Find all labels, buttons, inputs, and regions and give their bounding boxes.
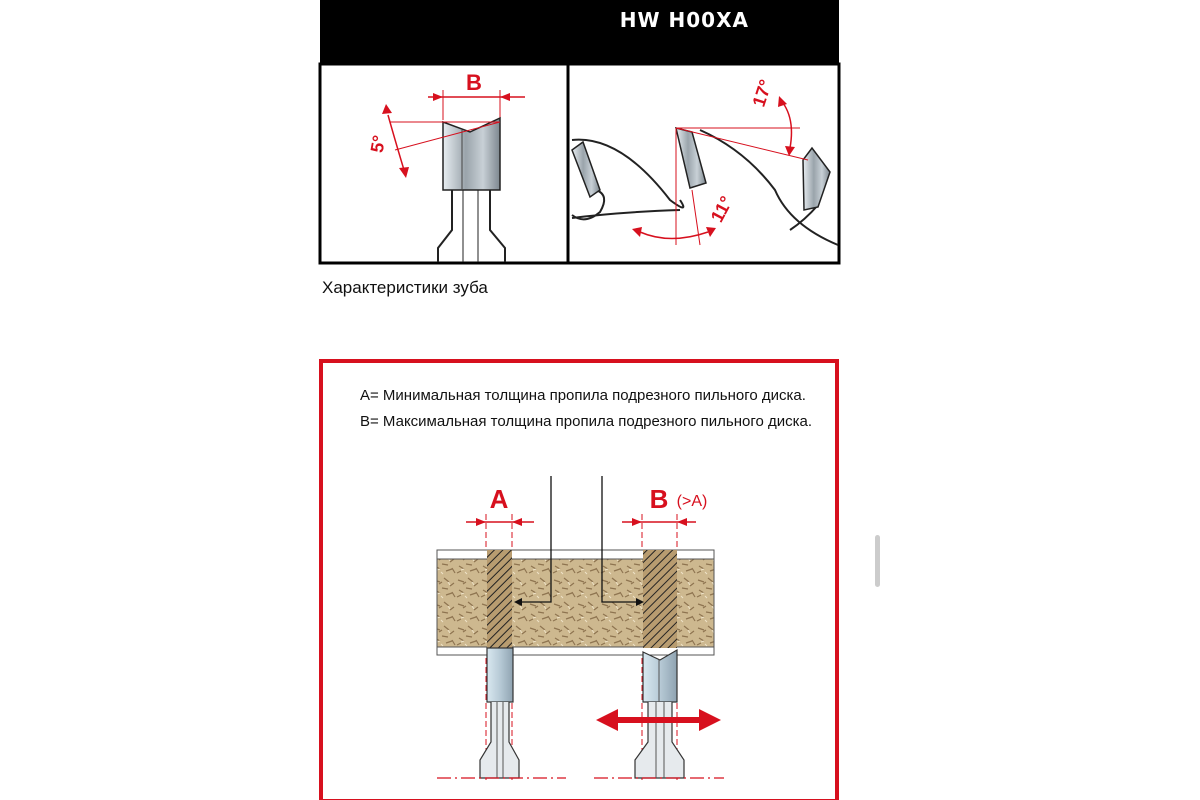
tooth-characteristics-caption: Характеристики зуба xyxy=(322,278,488,297)
legend-line-b: B= Максимальная толщина пропила подрезного пильного диска. xyxy=(360,413,813,430)
label-b-note: (>A) xyxy=(676,493,708,510)
tooth-front-panel xyxy=(320,64,568,263)
angle-5: 5° xyxy=(366,133,390,155)
header-title: HW H00XA xyxy=(619,8,749,32)
angle-17: 17° xyxy=(748,77,777,110)
label-a: A xyxy=(489,484,509,514)
scrollbar-thumb[interactable] xyxy=(875,535,880,587)
tooth-side-panel xyxy=(568,64,839,263)
label-b: B xyxy=(649,484,669,514)
legend-line-a: A= Минимальная толщина пропила подрезного пильного диска. xyxy=(360,387,806,404)
angle-11: 11° xyxy=(706,192,737,226)
kerf-diagram-frame xyxy=(321,361,837,800)
label-b-top: B xyxy=(466,70,482,95)
